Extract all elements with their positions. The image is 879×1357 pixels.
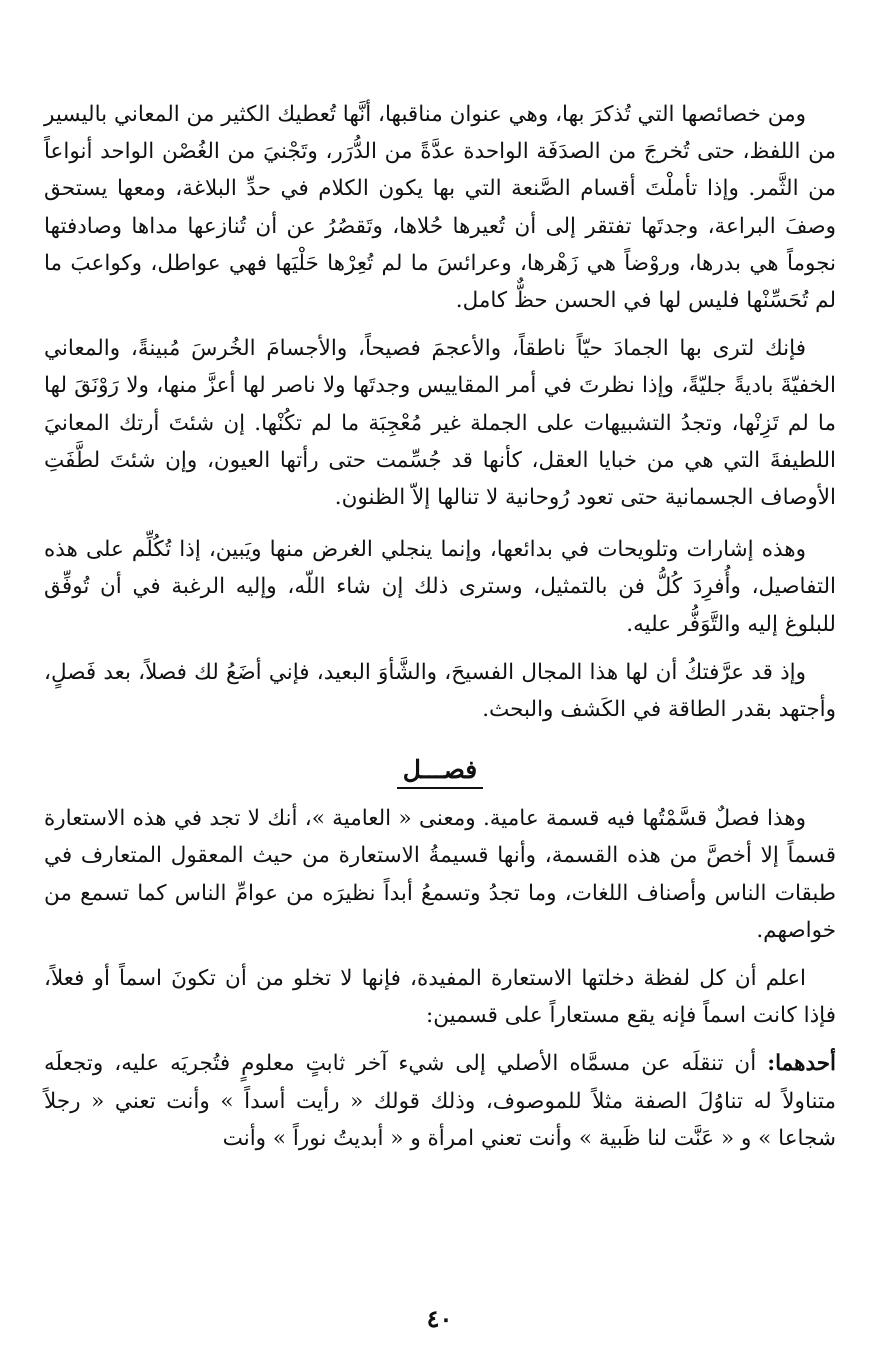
page-number: ٤٠ bbox=[426, 1304, 453, 1333]
section-heading-text: فصـــل bbox=[397, 755, 484, 789]
document-page bbox=[44, 96, 836, 1157]
paragraph-lead: أحدهما: bbox=[767, 1051, 836, 1077]
section-heading bbox=[44, 750, 836, 790]
paragraph-4: وإذ قد عرَّفتكُ أن لها هذا المجال الفسيحَ، والشَّأوَ البعيد، فإني أضَعُ لك فصلاً، بعد فَصلٍ، وأجتهد بقدر الطاقة في الكَشف والبحث. bbox=[44, 659, 836, 723]
paragraph-body: أن تنقلَه عن مسمَّاه الأصلي إلى شيء آخر ثابتٍ معلومٍ فتُجريَه عليه، وتجعلَه متناولاً له تناوُلَ الصفة مثلاً للموصوف، وذلك قولك « رأيت أسداً » وأنت تعني « رجلاً شجاعا » و « عَنَّت لنا ظَبية » وأنت تعني امرأة و « أبديتُ نوراً » وأنت bbox=[44, 1051, 836, 1151]
section-paragraph-3 bbox=[44, 1045, 836, 1157]
paragraph-2: فإنك لترى بها الجمادَ حيّاً ناطقاً، والأعجمَ فصيحاً، والأجسامَ الخُرسَ مُبينةً، والمعاني الخفيّةَ باديةً جليّةً، وإذا نظرتَ في أمر المقاييس وجدتَها ولا ناصر لها أعزَّ منها، ولا رَوْنَقَ لها ما لم تَزِنْها، وتجدُ التشبيهات على الجملة غير مُعْجِبَة ما لم تكُنْها. إن شئتَ أرتك المعانيَ اللطيفةَ التي هي من خبايا العقل، كأنها قد جُسِّمت حتى رأتها العيون، وإن شئتَ لطَّفَتِ الأوصاف الجسمانية حتى تعود رُوحانية لا تنالها إلاّ الظنون. bbox=[44, 336, 836, 511]
section-paragraph-1: وهذا فصلٌ قسَّمْتُها فيه قسمة عامية. ومعنى « العامية »، أنك لا تجد في هذه الاستعارة قسماً إلا أخصَّ من هذه القسمة، وأنها قسيمةُ الاستعارة من حيث المعقول المتعارف في طبقات الناس وأصناف اللغات، وما تجدُ وتسمعُ أبداً نظيرَه من عوامِّ الناس كما تسمع من خواصهم. bbox=[44, 806, 836, 943]
paragraph-3: وهذه إشارات وتلويحات في بدائعها، وإنما ينجلي الغرض منها ويَبين، إذا تُكُلِّم على هذه التفاصيل، وأُفرِدَ كُلُّ فن بالتمثيل، وسترى ذلك إن شاء اللّه، وإليه الرغبة في أن تُوفِّق للبلوغ إليه والتَّوَفُّر عليه. bbox=[44, 537, 836, 637]
section-paragraph-2: اعلم أن كل لفظة دخلتها الاستعارة المفيدة، فإنها لا تخلو من أن تكونَ اسماً أو فعلاً، فإذا كانت اسماً فإنه يقع مستعاراً على قسمين: bbox=[44, 966, 836, 1029]
paragraph-1: ومن خصائصها التي تُذكرَ بها، وهي عنوان مناقبها، أنَّها تُعطيك الكثير من المعاني باليسير من اللفظ، حتى تُخرجَ من الصدَفَة الواحدة عدَّةً من الدُّرَر، وتَجْنيَ من الغُصْن الواحد أنواعاً من الثَّمر. وإذا تأملْتَ أقسام الصَّنعة التي بها يكون الكلام في حدِّ البلاغة، ومعها يستحق وصفَ البراعة، وجدتَها تفتقر إلى أن تُعيرها حُلاها، وتَقصُرُ عن أن تُنازعها مداها وصادفتها نجوماً هي بدرها، وروْضاً هي زَهْرها، وعرائسَ ما لم تُعِرْها حَلْيَها فهي عواطل، وكواعبَ ما لم تُحَسِّنْها فليس لها في الحسن حظٌّ كامل. bbox=[44, 102, 836, 314]
